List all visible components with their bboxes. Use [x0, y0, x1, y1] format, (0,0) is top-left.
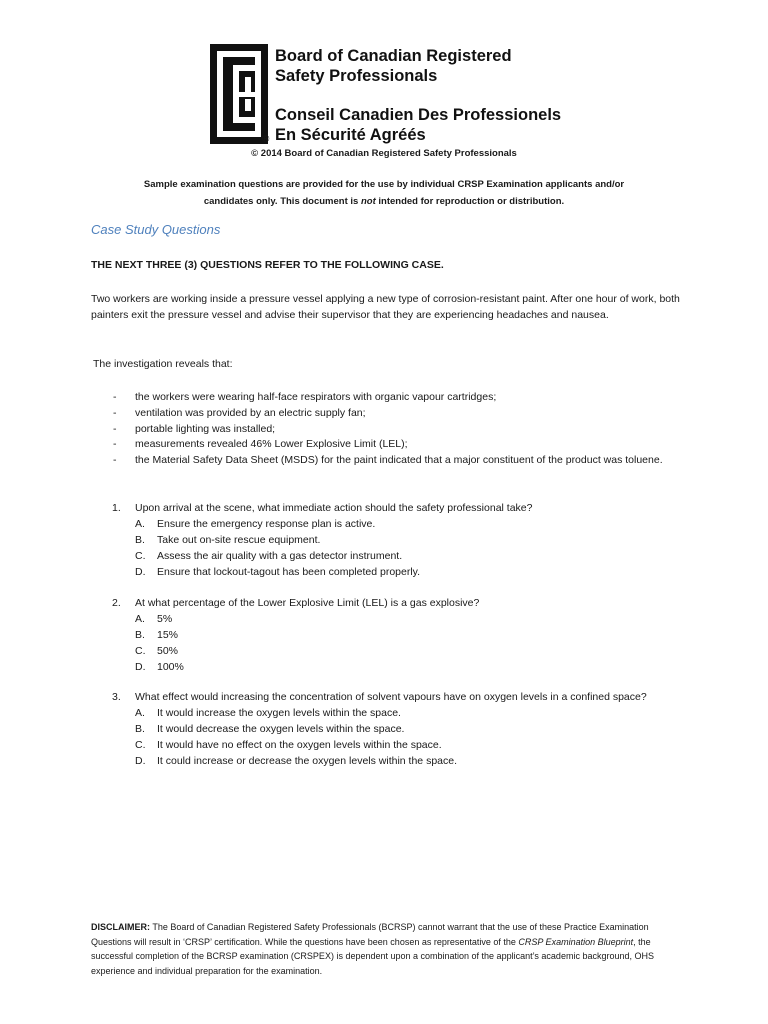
usage-notice-line2 [120, 193, 648, 210]
option-letter: C. [135, 645, 146, 657]
answer-option [135, 564, 692, 580]
org-name-fr-line1: Conseil Canadien Des Professionels [275, 106, 562, 124]
question-text: What effect would increasing the concentration of solvent vapours have on oxygen levels in a confined space? [135, 691, 647, 703]
answer-options [135, 516, 692, 580]
answer-option [135, 705, 692, 721]
findings-list [91, 390, 691, 469]
option-letter: D. [135, 755, 146, 767]
option-letter: A. [135, 518, 145, 530]
question-number: 2. [112, 597, 121, 609]
usage-notice-emphasis: not [360, 196, 376, 207]
disclaimer-text-b: , the successful completion of the BCRSP examination (CRSPEX) is dependent upon a combination of the applicant’s academic background, OHS experience and individual preparation for the examination. [91, 936, 654, 976]
investigation-intro: The investigation reveals that: [93, 358, 233, 370]
registered-mark: ® [262, 134, 270, 145]
org-name-en-line1: Board of Canadian Registered [275, 47, 512, 65]
list-item: - the workers were wearing half-face respirators with organic vapour cartridges; [113, 391, 497, 403]
list-item: - portable lighting was installed; [113, 422, 276, 435]
usage-notice-text-a: candidates only. This document is [203, 196, 361, 207]
finding-text: ventilation was provided by an electric supply fan; [135, 406, 366, 419]
option-letter: C. [135, 550, 146, 562]
option-text: It would decrease the oxygen levels within the space. [157, 723, 405, 735]
option-text: It would increase the oxygen levels within the space. [157, 707, 401, 719]
list-item: - ventilation was provided by an electric supply fan; [113, 406, 366, 419]
answer-option [135, 753, 692, 769]
usage-notice-text-b: intended for reproduction or distribution. [375, 196, 565, 207]
disclaimer-label: DISCLAIMER: [91, 922, 150, 932]
case-lead-heading: THE NEXT THREE (3) QUESTIONS REFER TO THE FOLLOWING CASE. [91, 259, 444, 271]
question-number: 3. [112, 691, 121, 703]
option-letter: B. [135, 534, 145, 546]
question-text: Upon arrival at the scene, what immediate action should the safety professional take? [135, 502, 533, 514]
answer-option [135, 532, 692, 548]
option-text: 50% [157, 645, 179, 657]
answer-option [135, 659, 692, 675]
finding-text: the workers were wearing half-face respirators with organic vapour cartridges; [135, 391, 497, 403]
question-1 [112, 500, 692, 580]
answer-option [135, 516, 692, 532]
disclaimer [91, 920, 681, 978]
answer-option [135, 611, 692, 627]
question-text: At what percentage of the Lower Explosive Limit (LEL) is a gas explosive? [135, 597, 480, 609]
option-text: 100% [157, 661, 184, 673]
question-number: 1. [112, 502, 121, 514]
option-text: Take out on-site rescue equipment. [157, 534, 321, 546]
section-title: Case Study Questions [91, 222, 221, 237]
answer-option [135, 548, 692, 564]
question-2 [112, 595, 692, 675]
usage-notice [120, 176, 648, 210]
option-text: 5% [157, 613, 173, 625]
option-letter: B. [135, 723, 145, 735]
finding-text: portable lighting was installed; [135, 422, 276, 435]
header-logo-block [210, 42, 570, 152]
option-letter: A. [135, 613, 145, 625]
list-item: - the Material Safety Data Sheet (MSDS) for the paint indicated that a major constituent of the product was toluene. [113, 454, 663, 467]
option-text: Ensure that lockout-tagout has been completed properly. [157, 566, 421, 578]
org-name-en-line2: Safety Professionals [275, 67, 438, 85]
finding-text: the Material Safety Data Sheet (MSDS) for the paint indicated that a major constituent of the product was toluene. [135, 454, 663, 467]
option-text: It could increase or decrease the oxygen levels within the space. [157, 755, 458, 767]
answer-option [135, 721, 692, 737]
finding-text: measurements revealed 46% Lower Explosive Limit (LEL); [135, 438, 408, 451]
option-letter: A. [135, 707, 145, 719]
option-text: It would have no effect on the oxygen levels within the space. [157, 739, 442, 751]
answer-option [135, 627, 692, 643]
bcrsp-logo-icon [210, 44, 268, 144]
option-letter: C. [135, 739, 146, 751]
disclaimer-emphasis: CRSP Examination Blueprint [518, 936, 634, 947]
list-item: - measurements revealed 46% Lower Explosive Limit (LEL); [113, 438, 408, 451]
disclaimer-text-a: The Board of Canadian Registered Safety Professionals (BCRSP) cannot warrant that the use of these Practice Examination Questions will result in ‘CRSP’ certification. While the questions have been chosen as representative of the [91, 922, 649, 947]
option-text: Assess the air quality with a gas detector instrument. [157, 550, 403, 562]
option-letter: D. [135, 661, 146, 673]
answer-option [135, 643, 692, 659]
option-text: Ensure the emergency response plan is active. [157, 518, 376, 530]
option-text: 15% [157, 629, 179, 641]
usage-notice-line1: Sample examination questions are provided for the use by individual CRSP Examination applicants and/or [143, 179, 625, 190]
answer-options [135, 705, 692, 769]
option-letter: B. [135, 629, 145, 641]
option-letter: D. [135, 566, 146, 578]
org-name-fr-line2: En Sécurité Agréés [275, 126, 426, 144]
question-3 [112, 689, 692, 769]
case-description: Two workers are working inside a pressure vessel applying a new type of corrosion-resistant paint. After one hour of work, both painters exit the pressure vessel and advise their supervisor that they are experiencing headaches and nausea. [91, 293, 680, 321]
copyright-line: © 2014 Board of Canadian Registered Safety Professionals [251, 148, 517, 159]
answer-options [135, 611, 692, 675]
answer-option [135, 737, 692, 753]
